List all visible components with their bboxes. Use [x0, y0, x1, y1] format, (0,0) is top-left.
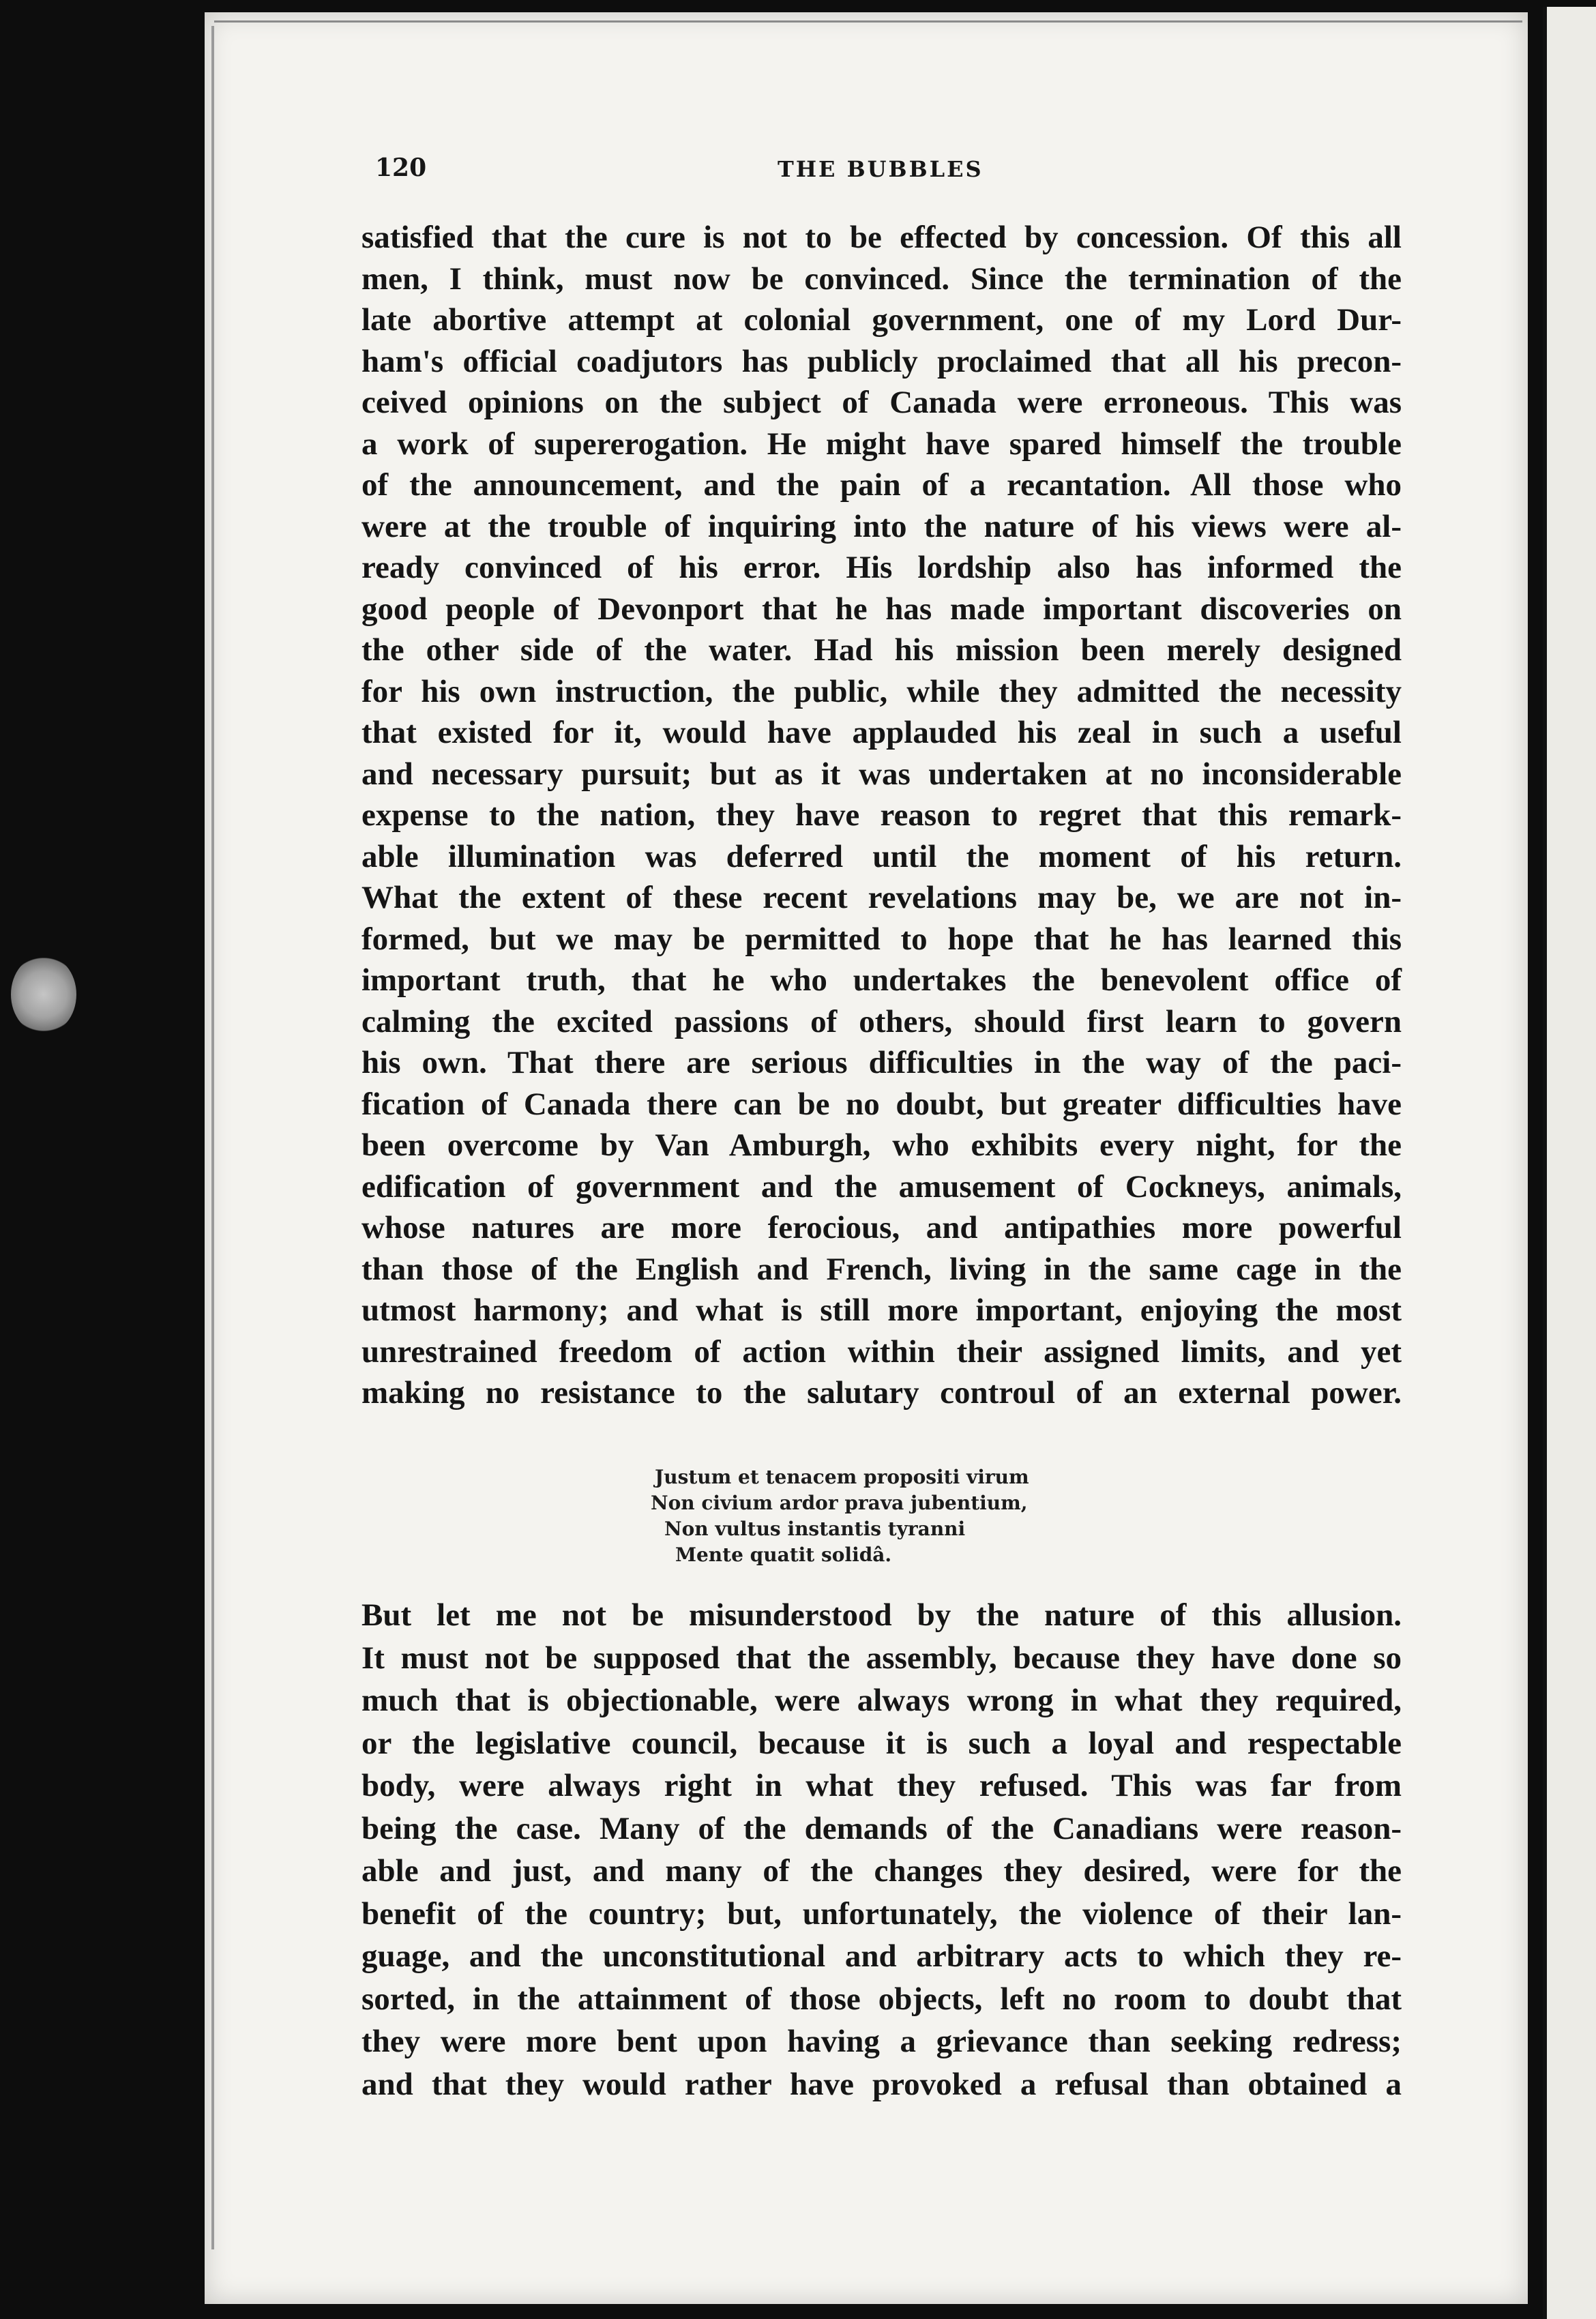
text-line: formed, but we may be permitted to hope that he has learned this: [361, 921, 1402, 957]
text-line: What the extent of these recent revelations may be, we are not in-: [361, 880, 1402, 915]
quotation-line: Justum et tenacem propositi virum: [655, 1466, 1029, 1488]
text-line: guage, and the unconstitutional and arbitrary acts to which they re-: [361, 1938, 1402, 1974]
text-line: ready convinced of his error. His lordship also has informed the: [361, 550, 1402, 585]
text-line: able illumination was deferred until the moment of his return.: [361, 838, 1402, 874]
binding-hole-mark: [11, 955, 76, 1034]
page-number: 120: [375, 153, 427, 182]
text-line: being the case. Many of the demands of the Canadians were reason-: [361, 1810, 1402, 1846]
text-line: they were more bent upon having a grievance than seeking redress;: [361, 2024, 1402, 2059]
text-line: able and just, and many of the changes they desired, were for the: [361, 1853, 1402, 1889]
text-line: good people of Devonport that he has made important discoveries on: [361, 591, 1402, 627]
text-line: expense to the nation, they have reason to regret that this remark-: [361, 797, 1402, 833]
text-line: that existed for it, would have applauded his zeal in such a useful: [361, 715, 1402, 750]
text-line: men, I think, must now be convinced. Since the termination of the: [361, 261, 1402, 297]
latin-quotation: [651, 1464, 1132, 1568]
text-line: edification of government and the amusement of Cockneys, animals,: [361, 1168, 1402, 1205]
text-line: the other side of the water. Had his mission been merely designed: [361, 632, 1402, 668]
text-line: ham's official coadjutors has publicly proclaimed that all his precon-: [361, 343, 1402, 379]
text-line: been overcome by Van Amburgh, who exhibits every night, for the: [361, 1127, 1402, 1163]
text-line: ceived opinions on the subject of Canada were erroneous. This was: [361, 385, 1402, 420]
text-line: than those of the English and French, living in the same cage in the: [361, 1251, 1402, 1287]
text-line: of the announcement, and the pain of a recantation. All those who: [361, 467, 1402, 503]
quotation-line: Non vultus instantis tyranni: [664, 1518, 966, 1540]
text-line: a work of supererogation. He might have spared himself the trouble: [361, 426, 1402, 462]
text-line: and that they would rather have provoked a refusal than obtained a: [361, 2066, 1402, 2102]
text-line: late abortive attempt at colonial government, one of my Lord Dur-: [361, 302, 1402, 338]
running-head: THE BUBBLES: [778, 156, 984, 182]
text-line: calming the excited passions of others, should first learn to govern: [361, 1003, 1402, 1039]
text-line: and necessary pursuit; but as it was undertaken at no inconsiderable: [361, 756, 1402, 792]
text-line: whose natures are more ferocious, and antipathies more powerful: [361, 1210, 1402, 1245]
text-line: making no resistance to the salutary controul of an external power.: [361, 1375, 1402, 1410]
page-top-edge: [214, 20, 1522, 27]
text-line: were at the trouble of inquiring into the nature of his views were al-: [361, 508, 1402, 544]
text-line: body, were always right in what they refused. This was far from: [361, 1768, 1402, 1803]
quotation-line: Non civium ardor prava jubentium,: [651, 1492, 1028, 1514]
facing-page-edge: [1543, 7, 1596, 2319]
page-header: [375, 153, 1405, 194]
text-line: his own. That there are serious difficulties in the way of the paci-: [361, 1045, 1402, 1080]
text-line: fication of Canada there can be no doubt, but greater difficulties have: [361, 1086, 1402, 1122]
paragraph-2: [361, 1594, 1402, 2106]
text-line: or the legislative council, because it is such a loyal and respectable: [361, 1725, 1402, 1761]
text-line: for his own instruction, the public, while they admitted the necessity: [361, 673, 1402, 709]
page-left-edge: [211, 26, 214, 2249]
text-line: satisfied that the cure is not to be effected by concession. Of this all: [361, 220, 1402, 255]
quotation-line: Mente quatit solidâ.: [675, 1543, 892, 1566]
text-line: But let me not be misunderstood by the nature of this allusion.: [361, 1597, 1402, 1633]
text-line: important truth, that he who undertakes the benevolent office of: [361, 962, 1402, 998]
text-line: sorted, in the attainment of those objects, left no room to doubt that: [361, 1981, 1402, 2017]
text-line: much that is objectionable, were always wrong in what they required,: [361, 1683, 1402, 1718]
text-line: utmost harmony; and what is still more important, enjoying the most: [361, 1293, 1402, 1328]
text-line: unrestrained freedom of action within their assigned limits, and yet: [361, 1333, 1402, 1370]
text-line: It must not be supposed that the assembly, because they have done so: [361, 1640, 1402, 1676]
paragraph-1: [361, 217, 1402, 1414]
text-line: benefit of the country; but, unfortunately, the violence of their lan-: [361, 1895, 1402, 1932]
